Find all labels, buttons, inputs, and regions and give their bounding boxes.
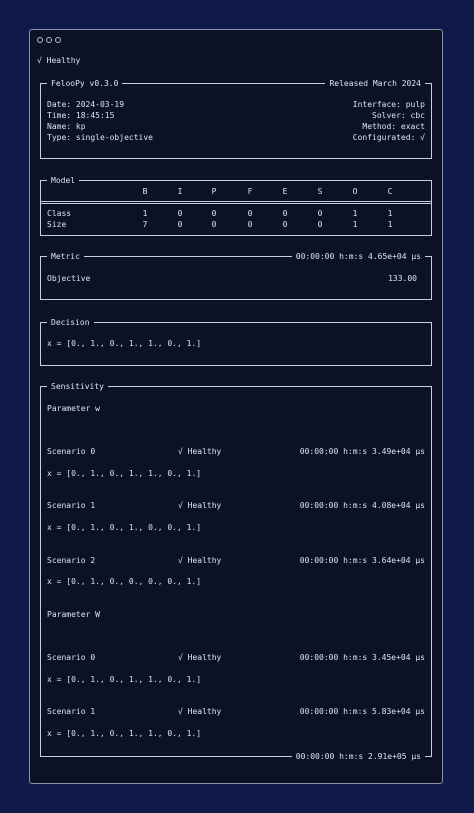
col-header: I [177, 187, 183, 196]
scenario-vector: x = [0., 1., 0., 0., 0., 0., 1.] [47, 577, 202, 586]
cell: 0 [177, 209, 183, 218]
info-solver: Solver: cbc [372, 111, 425, 120]
metric-time: 00:00:00 h:m:s 4.65e+04 μs [292, 251, 425, 262]
sensitivity-total-time: 00:00:00 h:m:s 2.91e+05 μs [292, 751, 425, 762]
cell: 1 [387, 209, 393, 218]
scenario-status: √ Healthy [178, 501, 222, 510]
cell: 0 [247, 220, 253, 229]
terminal-window [29, 29, 443, 784]
header-panel [40, 79, 432, 159]
scenario-status: √ Healthy [178, 653, 222, 662]
sensitivity-title: Sensitivity [47, 381, 108, 392]
cell: 0 [282, 220, 288, 229]
cell: 0 [282, 209, 288, 218]
col-header: S [317, 187, 323, 196]
col-header: P [211, 187, 217, 196]
header-divider [41, 201, 431, 204]
cell: 1 [387, 220, 393, 229]
objective-label: Objective [47, 274, 91, 283]
app-title: FelooPy v0.3.0 [47, 78, 122, 89]
info-name: Name: kp [47, 122, 86, 131]
col-header: F [247, 187, 253, 196]
cell: 0 [247, 209, 253, 218]
release-date: Released March 2024 [325, 78, 425, 89]
cell: 7 [142, 220, 148, 229]
cell: 0 [211, 209, 217, 218]
col-header: E [282, 187, 288, 196]
scenario-time: 00:00:00 h:m:s 3.64e+04 μs [299, 556, 425, 565]
row-label: Class [47, 209, 72, 218]
col-header: B [142, 187, 148, 196]
scenario-vector: x = [0., 1., 0., 1., 1., 0., 1.] [47, 675, 202, 684]
decision-title: Decision [47, 317, 94, 328]
info-interface: Interface: pulp [352, 100, 425, 109]
scenario-name: Scenario 1 [47, 501, 96, 510]
col-header: O [352, 187, 358, 196]
info-configurated: Configurated: √ [352, 133, 425, 142]
scenario-time: 00:00:00 h:m:s 5.83e+04 μs [299, 707, 425, 716]
cell: 0 [211, 220, 217, 229]
model-header-row [47, 187, 425, 197]
scenario-status: √ Healthy [178, 556, 222, 565]
metric-panel [40, 252, 432, 300]
cell: 1 [352, 209, 358, 218]
info-method: Method: exact [362, 122, 425, 131]
model-row-class [47, 209, 425, 219]
scenario-vector: x = [0., 1., 0., 1., 0., 0., 1.] [47, 523, 202, 532]
decision-panel [40, 318, 432, 366]
scenario-time: 00:00:00 h:m:s 4.08e+04 μs [299, 501, 425, 510]
scenario-vector: x = [0., 1., 0., 1., 1., 0., 1.] [47, 729, 202, 738]
parameter-w-label: Parameter w [47, 404, 100, 413]
health-status: √ Healthy [37, 56, 81, 65]
sensitivity-panel [40, 382, 432, 761]
scenario-name: Scenario 0 [47, 653, 96, 662]
info-time: Time: 18:45:15 [47, 111, 115, 120]
col-header: C [387, 187, 393, 196]
scenario-name: Scenario 2 [47, 556, 96, 565]
metric-title: Metric [47, 251, 84, 262]
cell: 0 [177, 220, 183, 229]
cell: 0 [317, 220, 323, 229]
scenario-status: √ Healthy [178, 707, 222, 716]
model-title: Model [47, 175, 79, 186]
model-panel [40, 176, 432, 236]
scenario-name: Scenario 1 [47, 707, 96, 716]
cell: 0 [317, 209, 323, 218]
parameter-W-label: Parameter W [47, 610, 100, 619]
cell: 1 [142, 209, 148, 218]
info-type: Type: single-objective [47, 133, 153, 142]
row-label: Size [47, 220, 67, 229]
scenario-status: √ Healthy [178, 447, 222, 456]
scenario-time: 00:00:00 h:m:s 3.45e+04 μs [299, 653, 425, 662]
maximize-dot-icon[interactable] [55, 37, 61, 43]
decision-vector: x = [0., 1., 0., 1., 1., 0., 1.] [47, 339, 202, 348]
model-row-size [47, 220, 425, 230]
scenario-vector: x = [0., 1., 0., 1., 1., 0., 1.] [47, 469, 202, 478]
minimize-dot-icon[interactable] [46, 37, 52, 43]
info-date: Date: 2024-03-19 [47, 100, 125, 109]
close-dot-icon[interactable] [37, 37, 43, 43]
scenario-name: Scenario 0 [47, 447, 96, 456]
window-controls [37, 37, 61, 43]
objective-value: 133.00 [388, 274, 417, 283]
scenario-time: 00:00:00 h:m:s 3.49e+04 μs [299, 447, 425, 456]
cell: 1 [352, 220, 358, 229]
